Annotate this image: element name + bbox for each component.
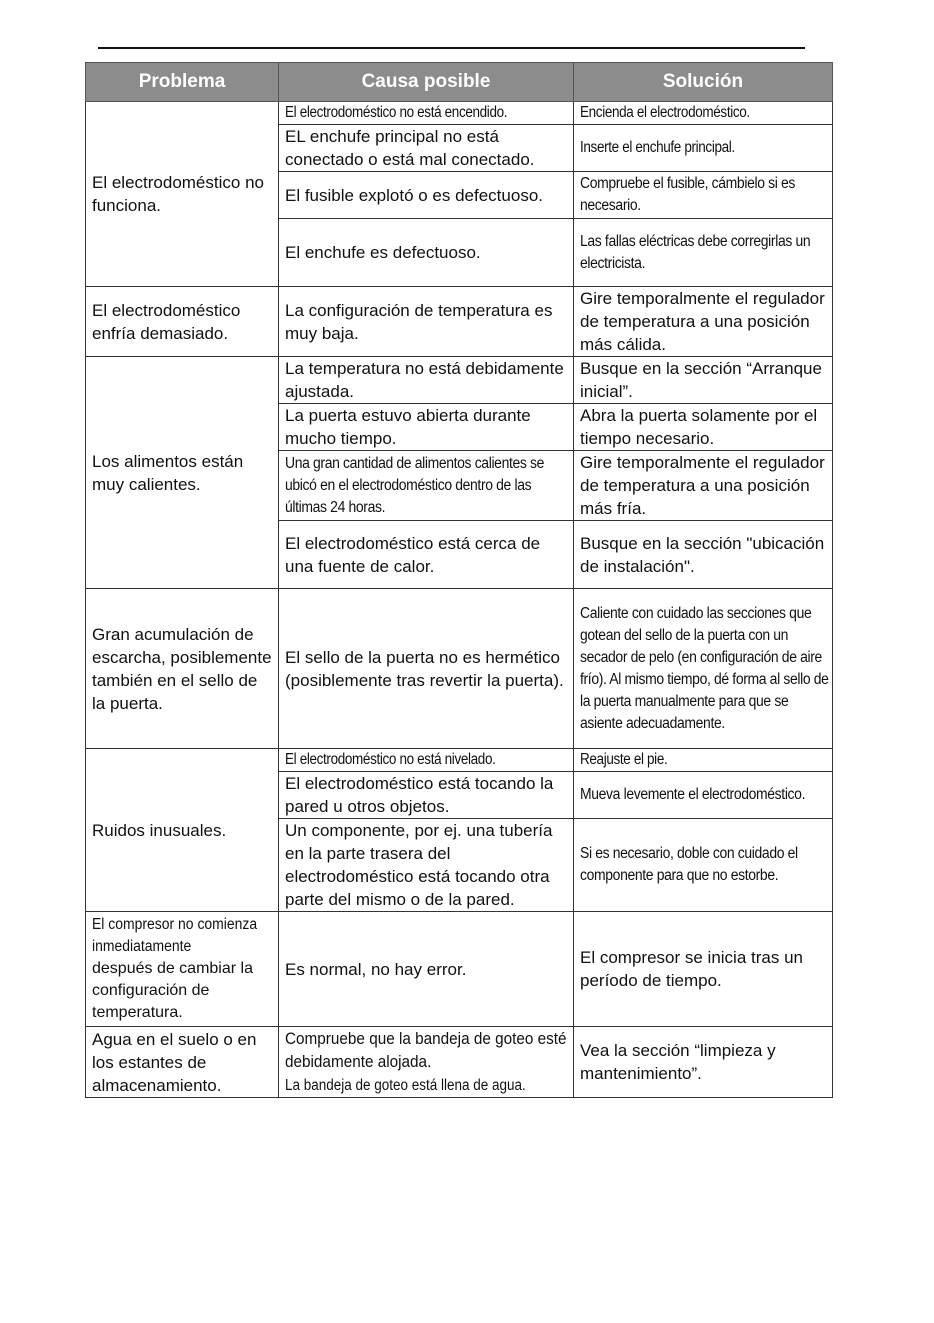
cause-cell: El fusible explotó o es defectuoso.	[279, 172, 574, 219]
solution-text: Compruebe el fusible, cámbielo si es necesario.	[580, 175, 796, 214]
cause-cell: El electrodoméstico está tocando la pared u otros objetos.	[279, 772, 574, 819]
problem-text: después de cambiar la configuración de temperatura.	[92, 960, 253, 1021]
cause-text: La bandeja de goteo está llena de agua.	[285, 1077, 526, 1094]
solution-cell: Gire temporalmente el regulador de temperatura a una posición más fría.	[574, 451, 833, 521]
cause-cell: La temperatura no está debidamente ajustada.	[279, 357, 574, 404]
solution-cell	[574, 102, 833, 125]
table-row	[86, 589, 833, 749]
problem-cell: Ruidos inusuales.	[86, 749, 279, 912]
cause-cell: La configuración de temperatura es muy baja.	[279, 287, 574, 357]
solution-cell: Vea la sección “limpieza y mantenimiento”.	[574, 1027, 833, 1098]
header-solution: Solución	[574, 63, 833, 102]
cause-text: Compruebe que la bandeja de goteo esté debidamente alojada.	[285, 1029, 567, 1071]
problem-text: El compresor no comienza inmediatamente	[92, 916, 258, 955]
cause-cell: El enchufe es defectuoso.	[279, 219, 574, 287]
solution-text: Mueva levemente el electrodoméstico.	[580, 786, 806, 803]
solution-cell	[574, 125, 833, 172]
problem-cell: El electrodoméstico enfría demasiado.	[86, 287, 279, 357]
problem-cell: Agua en el suelo o en los estantes de almacenamiento.	[86, 1027, 279, 1098]
solution-cell: Busque en la sección "ubicación de instalación".	[574, 521, 833, 589]
solution-cell	[574, 749, 833, 772]
solution-cell	[574, 589, 833, 749]
table-row	[86, 1027, 833, 1098]
table-row	[86, 287, 833, 357]
troubleshooting-table	[85, 62, 833, 1098]
solution-text: Reajuste el pie.	[580, 751, 668, 768]
cause-cell: El sello de la puerta no es hermético (posiblemente tras revertir la puerta).	[279, 589, 574, 749]
top-rule	[98, 47, 805, 49]
cause-cell	[279, 749, 574, 772]
solution-text: Encienda el electrodoméstico.	[580, 104, 750, 121]
table-row	[86, 912, 833, 1027]
problem-cell	[86, 912, 279, 1027]
table-row	[86, 357, 833, 404]
cause-cell	[279, 451, 574, 521]
solution-cell	[574, 172, 833, 219]
header-cause: Causa posible	[279, 63, 574, 102]
solution-text: Caliente con cuidado las secciones que gotean del sello de la puerta con un secador de pelo (en configuración de aire frío). Al mismo tiempo, dé forma al sello de la puerta manualmente para que se asiente adecuadamente.	[580, 604, 829, 732]
solution-text: Si es necesario, doble con cuidado el componente para que no estorbe.	[580, 845, 798, 884]
cause-text: El electrodoméstico no está encendido.	[285, 104, 508, 121]
cause-text: El electrodoméstico no está nivelado.	[285, 751, 496, 768]
solution-cell: El compresor se inicia tras un período de tiempo.	[574, 912, 833, 1027]
solution-text: Inserte el enchufe principal.	[580, 139, 735, 156]
cause-cell	[279, 102, 574, 125]
table-row	[86, 749, 833, 772]
solution-cell	[574, 772, 833, 819]
problem-cell: Gran acumulación de escarcha, posiblemente también en el sello de la puerta.	[86, 589, 279, 749]
solution-text: Las fallas eléctricas debe corregirlas un electricista.	[580, 232, 811, 272]
solution-cell	[574, 219, 833, 287]
solution-cell	[574, 819, 833, 912]
header-problem: Problema	[86, 63, 279, 102]
problem-cell: Los alimentos están muy calientes.	[86, 357, 279, 589]
cause-cell: EL enchufe principal no está conectado o está mal conectado.	[279, 125, 574, 172]
header-row	[86, 63, 833, 102]
cause-cell: El electrodoméstico está cerca de una fuente de calor.	[279, 521, 574, 589]
solution-cell: Gire temporalmente el regulador de temperatura a una posición más cálida.	[574, 287, 833, 357]
problem-cell: El electrodoméstico no funciona.	[86, 102, 279, 287]
cause-cell: Un componente, por ej. una tubería en la parte trasera del electrodoméstico está tocando otra parte del mismo o de la pared.	[279, 819, 574, 912]
cause-cell: La puerta estuvo abierta durante mucho tiempo.	[279, 404, 574, 451]
solution-cell: Busque en la sección “Arranque inicial”.	[574, 357, 833, 404]
cause-cell: Es normal, no hay error.	[279, 912, 574, 1027]
table-row	[86, 102, 833, 125]
cause-text: Una gran cantidad de alimentos calientes se ubicó en el electrodoméstico dentro de las últimas 24 horas.	[285, 454, 545, 516]
solution-cell: Abra la puerta solamente por el tiempo necesario.	[574, 404, 833, 451]
cause-cell	[279, 1027, 574, 1098]
